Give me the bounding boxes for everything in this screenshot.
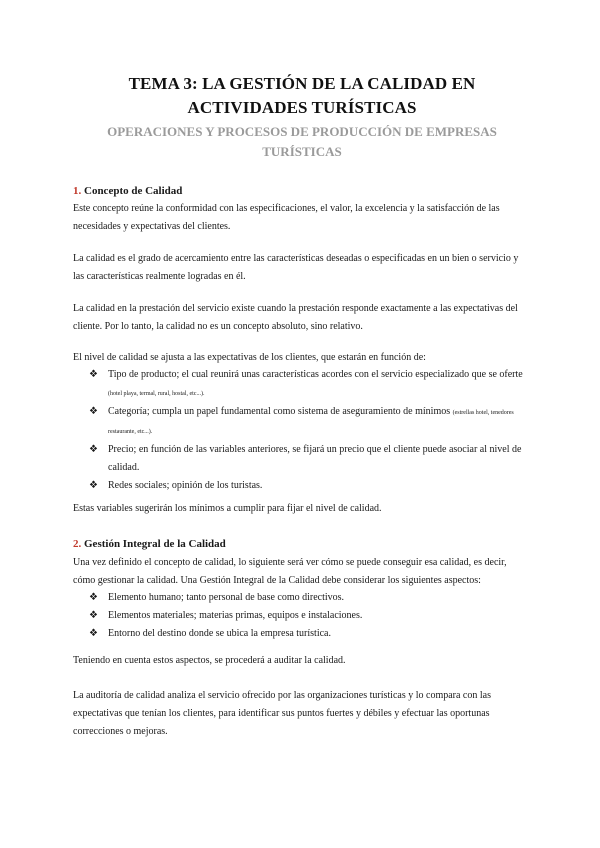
section-number: 2.	[73, 538, 82, 550]
section-title: Gestión Integral de la Calidad	[84, 538, 226, 550]
paragraph: El nivel de calidad se ajusta a las expectativas de los clientes, que estarán en función de:	[73, 352, 426, 363]
list-item: ❖ Tipo de producto; el cual reunirá unas características acordes con el servicio especializado que se oferte (hotel playa, termal, rural, hostal, etc...).	[73, 366, 531, 403]
diamond-bullet-icon: ❖	[89, 480, 98, 491]
paragraph: Estas variables sugerirán los mínimos a cumplir para fijar el nivel de calidad.	[73, 503, 382, 514]
diamond-bullet-icon: ❖	[89, 369, 98, 380]
diamond-bullet-icon: ❖	[89, 444, 98, 455]
quality-factors-list	[73, 366, 531, 495]
diamond-bullet-icon: ❖	[89, 592, 98, 603]
list-item: ❖ Elementos materiales; materias primas, equipos e instalaciones.	[73, 607, 531, 625]
paragraph: Teniendo en cuenta estos aspectos, se procederá a auditar la calidad.	[73, 655, 346, 666]
paragraph: Este concepto reúne la conformidad con las especificaciones, el valor, la excelencia y la satisfacción de las necesidades y expectativas del clientes.	[73, 203, 500, 232]
diamond-bullet-icon: ❖	[89, 610, 98, 621]
section-2-heading	[73, 536, 226, 552]
diamond-bullet-icon: ❖	[89, 406, 98, 417]
list-item: ❖ Categoría; cumpla un papel fundamental como sistema de aseguramiento de mínimos (estrellas hotel, tenedores restaurante, etc...).	[73, 403, 531, 441]
list-item: ❖ Elemento humano; tanto personal de base como directivos.	[73, 589, 531, 607]
section-title: Concepto de Calidad	[84, 185, 183, 197]
section-1-heading	[73, 183, 182, 199]
document-subtitle: OPERACIONES Y PROCESOS DE PRODUCCIÓN DE EMPRESAS TURÍSTICAS	[107, 124, 497, 159]
document-title: TEMA 3: LA GESTIÓN DE LA CALIDAD EN ACTIVIDADES TURÍSTICAS	[128, 74, 476, 117]
list-item: ❖ Precio; en función de las variables anteriores, se fijará un precio que el cliente puede asociar al nivel de calidad.	[73, 441, 531, 477]
paragraph: La auditoría de calidad analiza el servicio ofrecido por las organizaciones turísticas y lo compara con las expectativas que tenían los clientes, para identificar sus puntos fuertes y débiles y efectuar las oportunas correcciones o mejoras.	[73, 690, 491, 737]
diamond-bullet-icon: ❖	[89, 628, 98, 639]
paragraph: La calidad en la prestación del servicio existe cuando la prestación responde exactamente a las expectativas del cliente. Por lo tanto, la calidad no es un concepto absoluto, sino relativo.	[73, 303, 518, 332]
list-item: ❖ Entorno del destino donde se ubica la empresa turística.	[73, 625, 531, 643]
list-item: ❖ Redes sociales; opinión de los turistas.	[73, 477, 531, 495]
paragraph: La calidad es el grado de acercamiento entre las características deseadas o especificadas en un bien o servicio y las características realmente logradas en él.	[73, 253, 519, 282]
management-aspects-list	[73, 589, 531, 643]
paragraph: Una vez definido el concepto de calidad, lo siguiente será ver cómo se puede conseguir esa calidad, es decir, cómo gestionar la calidad. Una Gestión Integral de la Calidad debe considerar los siguientes aspectos:	[73, 557, 507, 586]
section-number: 1.	[73, 185, 82, 197]
